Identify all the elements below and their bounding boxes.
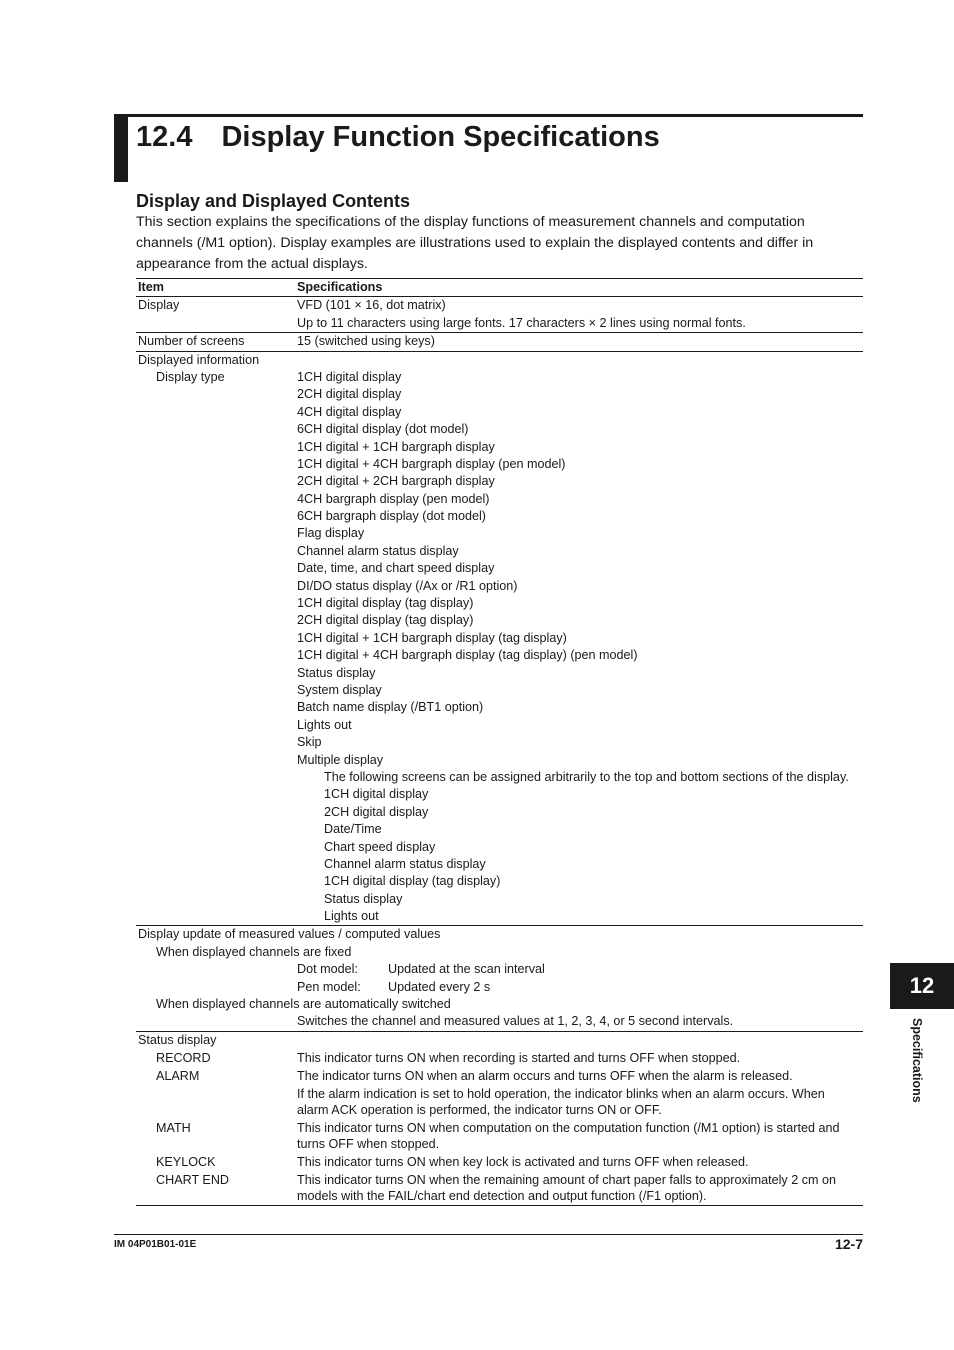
display-type-item: DI/DO status display (/Ax or /R1 option) xyxy=(297,578,518,593)
multi-display-item: 1CH digital display (tag display) xyxy=(324,874,501,889)
status-desc: This indicator turns ON when recording is started and turns OFF when stopped. xyxy=(297,1051,741,1066)
status-desc: The indicator turns ON when an alarm occurs and turns OFF when the alarm is released. xyxy=(297,1069,793,1084)
section-heading: Display and Displayed Contents xyxy=(136,191,411,211)
display-type-item: 1CH digital + 4CH bargraph display (tag display) (pen model) xyxy=(297,648,638,663)
table-row xyxy=(136,421,863,438)
table-row xyxy=(136,612,863,629)
table-row xyxy=(136,908,863,926)
table-row xyxy=(136,647,863,664)
table-row xyxy=(136,1085,863,1119)
multi-display-item: 2CH digital display xyxy=(324,804,429,819)
status-name: CHART END xyxy=(156,1173,230,1188)
status-name: RECORD xyxy=(156,1051,211,1066)
table-row xyxy=(136,315,863,333)
table-row xyxy=(136,369,863,386)
table-row xyxy=(136,804,863,821)
status-desc: This indicator turns ON when key lock is activated and turns OFF when released. xyxy=(297,1155,749,1170)
row-sub-label: When displayed channels are fixed xyxy=(156,944,352,959)
status-desc: If the alarm indication is set to hold operation, the indicator blinks when an alarm occurs. When alarm ACK operation is performed, the indicator turns ON or OFF. xyxy=(297,1087,825,1118)
row-sub-label: When displayed channels are automatically switched xyxy=(156,997,451,1012)
footer-rule xyxy=(114,1234,863,1235)
multi-display-item: Status display xyxy=(324,891,403,906)
title-rule xyxy=(114,114,863,117)
page-title: 12.4 Display Function Specifications xyxy=(136,121,660,153)
display-type-item: Skip xyxy=(297,735,322,750)
multi-display-item: Date/Time xyxy=(324,822,382,837)
display-type-item: Flag display xyxy=(297,526,365,541)
status-name: MATH xyxy=(156,1121,191,1136)
model-value: Updated at the scan interval xyxy=(388,962,545,977)
display-type-item: 4CH bargraph display (pen model) xyxy=(297,491,490,506)
table-row xyxy=(136,456,863,473)
row-label: Display xyxy=(138,298,180,313)
chapter-tab[interactable]: 12 xyxy=(890,963,954,1009)
table-row xyxy=(136,717,863,734)
multi-display-item: Chart speed display xyxy=(324,839,436,854)
display-type-item: 1CH digital + 4CH bargraph display (pen model) xyxy=(297,456,566,471)
table-row xyxy=(136,682,863,699)
col-item-header: Item xyxy=(138,280,164,294)
table-row xyxy=(136,839,863,856)
spec-table xyxy=(136,278,863,1206)
chapter-side-text: Specifications xyxy=(910,1018,924,1103)
table-row xyxy=(136,979,863,996)
table-header-row xyxy=(136,278,863,297)
table-row xyxy=(136,769,863,786)
multi-display-item: Lights out xyxy=(324,909,379,924)
doc-id: IM 04P01B01-01E xyxy=(114,1239,197,1250)
table-row xyxy=(136,1049,863,1067)
table-row xyxy=(136,352,863,369)
multi-display-item: 1CH digital display xyxy=(324,787,429,802)
table-row xyxy=(136,926,863,943)
display-type-item: Date, time, and chart speed display xyxy=(297,561,495,576)
table-row xyxy=(136,786,863,803)
table-row xyxy=(136,333,863,351)
display-type-item: Multiple display xyxy=(297,752,384,767)
display-type-item: 1CH digital + 1CH bargraph display (tag display) xyxy=(297,630,567,645)
section-intro: This section explains the specifications of the display functions of measurement channels and computation channels (/M1 option). Display examples are illustrations used to explain the displayed contents and differ in appearance from the actual displays. xyxy=(136,214,814,272)
status-desc: This indicator turns ON when the remaining amount of chart paper falls to approximately 2 cm on models with the FAIL/chart end detection and output function (/F1 option). xyxy=(297,1173,836,1204)
model-label: Pen model: xyxy=(297,979,361,994)
multi-display-note: The following screens can be assigned arbitrarily to the top and bottom sections of the display. xyxy=(324,769,849,784)
display-type-item: 2CH digital display (tag display) xyxy=(297,613,474,628)
status-name: KEYLOCK xyxy=(156,1155,216,1170)
display-type-item: 2CH digital + 2CH bargraph display xyxy=(297,474,495,489)
display-type-item: 1CH digital display xyxy=(297,369,402,384)
table-row xyxy=(136,1067,863,1085)
table-row xyxy=(136,734,863,751)
table-row xyxy=(136,699,863,716)
table-row xyxy=(136,473,863,490)
table-row xyxy=(136,1013,863,1031)
chapter-side-label xyxy=(908,1018,926,1118)
row-label: Display update of measured values / computed values xyxy=(138,927,441,942)
table-row xyxy=(136,630,863,647)
model-label: Dot model: xyxy=(297,962,358,977)
status-name: ALARM xyxy=(156,1069,200,1084)
display-type-item: Status display xyxy=(297,665,376,680)
table-row xyxy=(136,297,863,314)
table-row xyxy=(136,891,863,908)
status-desc: This indicator turns ON when computation on the computation function (/M1 option) is started and turns OFF when stopped. xyxy=(297,1121,840,1152)
table-row xyxy=(136,873,863,890)
table-row xyxy=(136,1032,863,1049)
table-row xyxy=(136,386,863,403)
row-value: Up to 11 characters using large fonts. 17 characters × 2 lines using normal fonts. xyxy=(297,315,746,330)
table-row xyxy=(136,996,863,1013)
display-type-item: Channel alarm status display xyxy=(297,543,459,558)
table-row xyxy=(136,856,863,873)
table-row xyxy=(136,595,863,612)
display-type-item: Batch name display (/BT1 option) xyxy=(297,700,484,715)
multi-display-item: Channel alarm status display xyxy=(324,856,486,871)
table-row xyxy=(136,961,863,978)
row-label: Displayed information xyxy=(138,352,260,367)
table-row xyxy=(136,1171,863,1206)
display-type-item: 6CH digital display (dot model) xyxy=(297,422,469,437)
display-type-item: System display xyxy=(297,682,382,697)
row-label: Number of screens xyxy=(138,334,245,349)
row-sub-label: Display type xyxy=(156,369,225,384)
title-bar-marker xyxy=(114,114,128,182)
table-row xyxy=(136,1119,863,1153)
table-row xyxy=(136,821,863,838)
row-value: VFD (101 × 16, dot matrix) xyxy=(297,298,446,313)
display-type-item: 1CH digital display (tag display) xyxy=(297,596,474,611)
row-value: Switches the channel and measured values at 1, 2, 3, 4, or 5 second intervals. xyxy=(297,1014,734,1029)
display-type-item: 4CH digital display xyxy=(297,404,402,419)
table-row xyxy=(136,560,863,577)
table-row xyxy=(136,543,863,560)
model-value: Updated every 2 s xyxy=(388,979,491,994)
display-type-item: 6CH bargraph display (dot model) xyxy=(297,509,486,524)
table-row xyxy=(136,404,863,421)
table-row xyxy=(136,665,863,682)
table-row xyxy=(136,439,863,456)
display-type-item: 1CH digital + 1CH bargraph display xyxy=(297,439,495,454)
display-type-item: 2CH digital display xyxy=(297,387,402,402)
col-spec-header: Specifications xyxy=(297,280,383,294)
table-row xyxy=(136,508,863,525)
table-row xyxy=(136,525,863,542)
table-row xyxy=(136,1153,863,1171)
row-value: 15 (switched using keys) xyxy=(297,334,435,349)
table-row xyxy=(136,752,863,769)
table-row xyxy=(136,944,863,961)
table-row xyxy=(136,491,863,508)
page-number: 12-7 xyxy=(834,1236,863,1252)
table-row xyxy=(136,578,863,595)
display-type-item: Lights out xyxy=(297,717,352,732)
row-label: Status display xyxy=(138,1032,217,1047)
